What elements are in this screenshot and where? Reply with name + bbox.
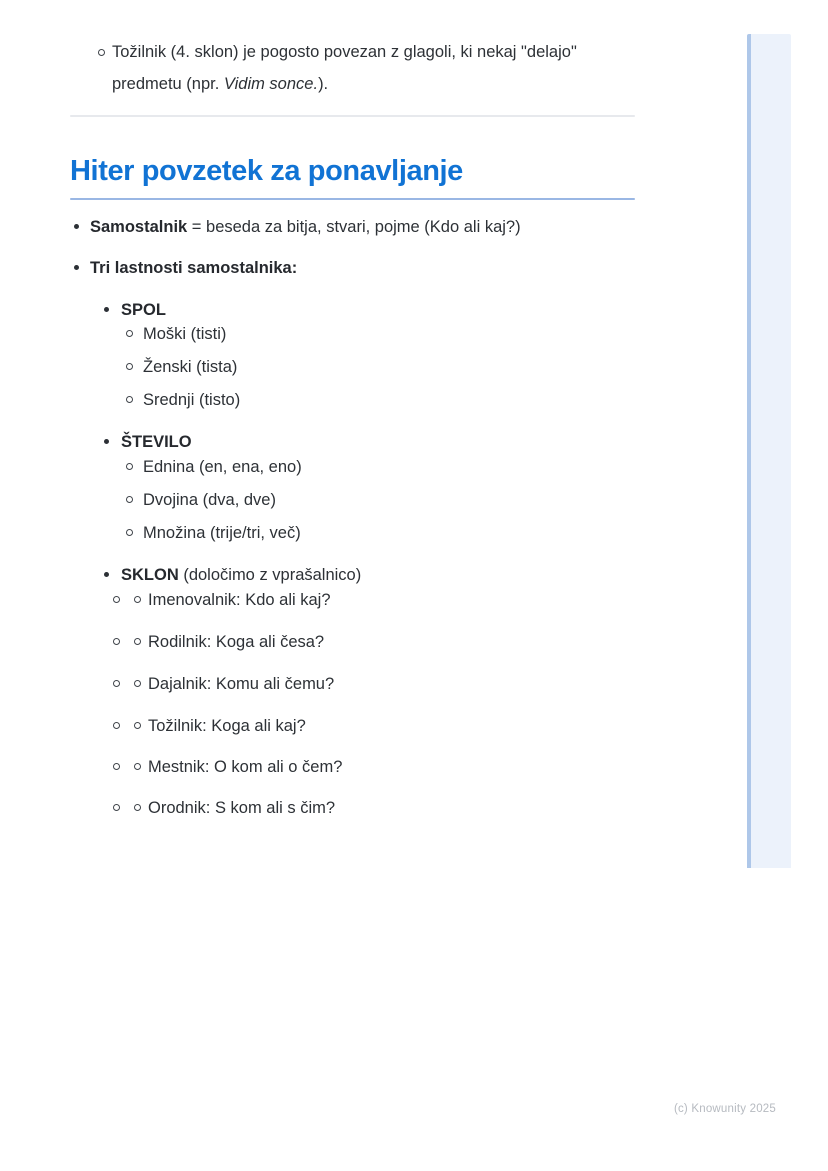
item-text: Rodilnik: Koga ali česa? [148,633,325,651]
list-item-accusative-note [70,36,627,100]
hollow-bullet-icon [113,763,120,770]
list-item-zenski [70,356,635,378]
copyright-text: (c) Knowunity 2025 [673,1103,776,1115]
item-text: Mestnik: O kom ali o čem? [148,758,343,776]
filled-bullet-icon [104,307,109,312]
filled-bullet-icon [104,439,109,444]
hollow-bullet-icon [113,722,120,729]
list-item-imenovalnik [70,589,635,611]
term-label: Tri lastnosti samostalnika: [90,259,298,277]
list-item-dvojina [70,489,635,511]
term-label: SKLON [121,566,179,584]
note-example-italic: Vidim sonce. [223,75,319,93]
item-text: Tožilnik: Koga ali kaj? [148,717,306,735]
list-item-mestnik [70,756,635,778]
item-text: Ženski (tista) [143,358,238,376]
hollow-bullet-icon [134,804,141,811]
hollow-bullet-icon [113,804,120,811]
item-text: Srednji (tisto) [143,391,241,409]
filled-bullet-icon [74,265,79,270]
hollow-bullet-icon [134,680,141,687]
section-heading: Hiter povzetek za ponavljanje [70,155,463,187]
hollow-bullet-icon [134,638,141,645]
list-item-orodnik [70,797,635,819]
hollow-bullet-icon [126,363,133,370]
item-text: Dajalnik: Komu ali čemu? [148,675,335,693]
hollow-bullet-icon [134,763,141,770]
hollow-bullet-icon [113,596,120,603]
list-item-spol [70,299,635,321]
item-text: Orodnik: S kom ali s čim? [148,799,336,817]
hollow-bullet-icon [126,330,133,337]
item-text: Ednina (en, ena, eno) [143,458,302,476]
heading-underline [70,198,635,200]
hollow-bullet-icon [98,49,105,56]
list-item-samostalnik [70,216,635,238]
hollow-bullet-icon [126,463,133,470]
filled-bullet-icon [74,224,79,229]
item-text: Dvojina (dva, dve) [143,491,276,509]
content-divider [70,115,635,117]
hollow-bullet-icon [134,722,141,729]
list-item-rodilnik [70,631,635,653]
item-text: Množina (trije/tri, več) [143,524,301,542]
list-item-mnozina [70,522,635,544]
hollow-bullet-icon [113,680,120,687]
term-definition: (določimo z vprašalnico) [178,566,362,584]
hollow-bullet-icon [113,638,120,645]
hollow-bullet-icon [126,529,133,536]
item-text: Imenovalnik: Kdo ali kaj? [148,591,331,609]
note-text: Tožilnik (4. sklon) je pogosto povezan z glagoli, ki nekaj "delajo" predmetu (npr. [112,43,577,93]
list-item-tozilnik [70,715,635,737]
term-label: Samostalnik [90,218,188,236]
list-item-moski [70,323,635,345]
list-item-ednina [70,456,635,478]
list-item-stevilo [70,431,635,453]
term-label: SPOL [121,301,166,319]
term-definition: = beseda za bitja, stvari, pojme (Kdo ali kaj?) [187,218,521,236]
list-item-dajalnik [70,673,635,695]
scrollbar-strip[interactable] [747,34,791,868]
list-item-tri-lastnosti [70,257,635,279]
document-content [70,36,635,819]
hollow-bullet-icon [134,596,141,603]
hollow-bullet-icon [126,496,133,503]
list-item-sklon [70,564,635,586]
note-text-suffix: ). [318,75,329,93]
hollow-bullet-icon [126,396,133,403]
filled-bullet-icon [104,572,109,577]
item-text: Moški (tisti) [143,325,227,343]
list-item-srednji [70,389,635,411]
term-label: ŠTEVILO [121,433,192,451]
